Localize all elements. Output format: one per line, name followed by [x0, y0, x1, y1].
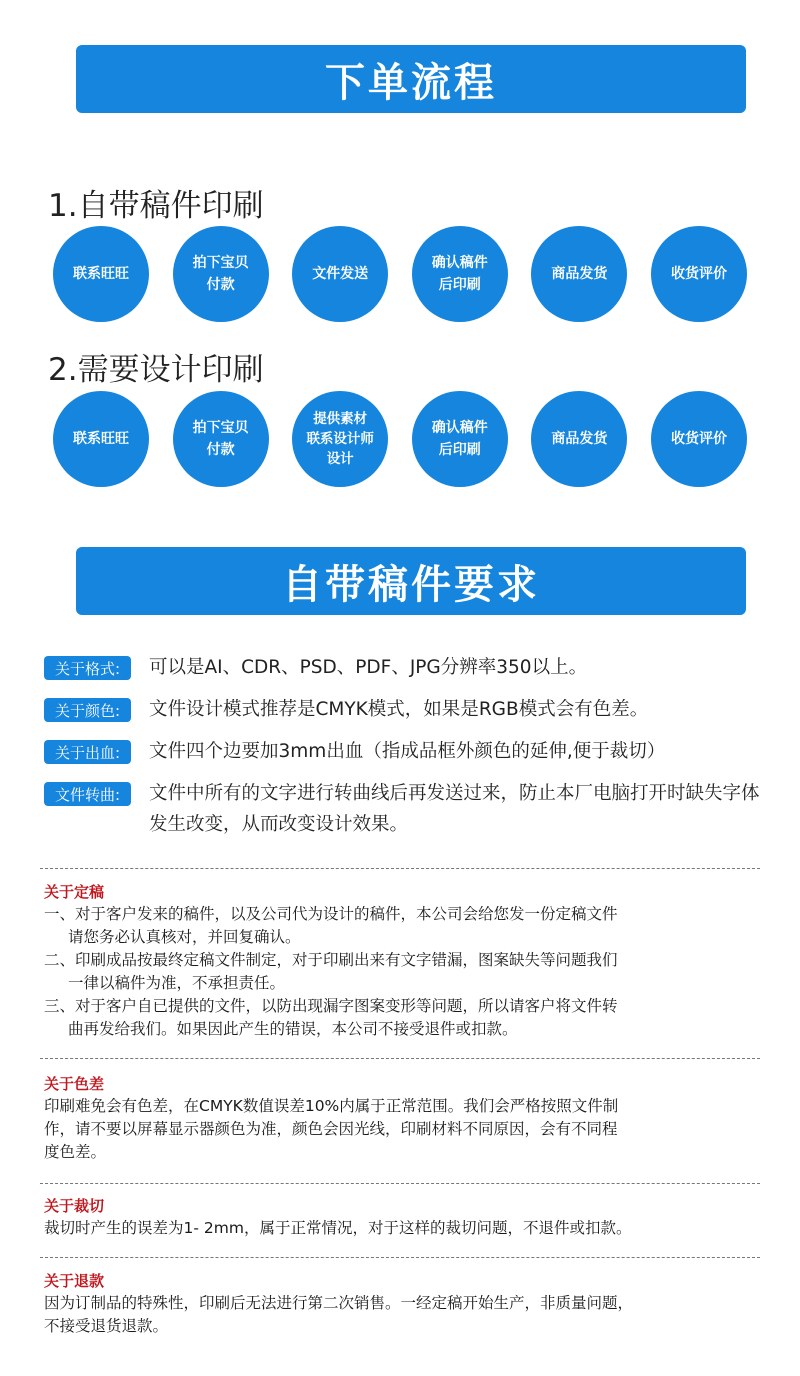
requirement-bleed — [44, 740, 774, 767]
note-line: 印刷难免会有色差，在CMYK数值误差10%内属于正常范围。我们会严格按照文件制 — [44, 1097, 619, 1115]
requirement-outline — [44, 782, 774, 840]
order-process-title: 下单流程 — [325, 59, 497, 106]
requirement-format — [44, 656, 774, 683]
note-color-difference — [44, 1073, 764, 1164]
note-final-draft — [44, 881, 764, 1041]
flow2-step-ship: 商品发货 — [531, 391, 627, 487]
requirement-tag: 关于格式: — [44, 656, 131, 680]
file-requirements-banner — [76, 547, 746, 615]
file-requirements-title: 自带稿件要求 — [282, 561, 540, 608]
note-refund — [44, 1270, 764, 1338]
note-line: 不接受退货退款。 — [44, 1317, 169, 1335]
flow1-step-pay: 拍下宝贝 付款 — [173, 226, 269, 322]
flow1-steps — [53, 226, 747, 322]
flow2-step-pay: 拍下宝贝 付款 — [173, 391, 269, 487]
order-process-banner — [76, 45, 746, 113]
note-title: 关于色差 — [44, 1075, 105, 1093]
flow1-heading: 1.自带稿件印刷 — [48, 188, 264, 224]
flow2-steps — [53, 391, 747, 487]
note-line: 二、印刷成品按最终定稿文件制定，对于印刷出来有文字错漏，图案缺失等问题我们 — [44, 951, 618, 969]
flow2-step-review: 收货评价 — [651, 391, 747, 487]
flow1-step-send-file: 文件发送 — [292, 226, 388, 322]
requirement-tag: 文件转曲: — [44, 782, 131, 806]
flow2-step-design: 提供素材 联系设计师 设计 — [292, 391, 388, 487]
dashed-divider — [40, 868, 760, 869]
flow2-step-contact: 联系旺旺 — [53, 391, 149, 487]
requirement-tag: 关于颜色: — [44, 698, 131, 722]
flow2-step-confirm-print: 确认稿件 后印刷 — [412, 391, 508, 487]
note-line: 请您务必认真核对，并回复确认。 — [68, 928, 301, 946]
note-line: 作，请不要以屏幕显示器颜色为准，颜色会因光线，印刷材料不同原因，会有不同程 — [44, 1120, 618, 1138]
requirement-color — [44, 698, 774, 725]
note-cutting — [44, 1195, 764, 1240]
dashed-divider — [40, 1257, 760, 1258]
flow1-step-review: 收货评价 — [651, 226, 747, 322]
note-title: 关于退款 — [44, 1272, 105, 1290]
dashed-divider — [40, 1058, 760, 1059]
flow1-step-contact: 联系旺旺 — [53, 226, 149, 322]
note-line: 度色差。 — [44, 1143, 107, 1161]
requirement-text: 可以是AI、CDR、PSD、PDF、JPG分辨率350以上。 — [149, 657, 588, 678]
requirement-tag: 关于出血: — [44, 740, 131, 764]
flow2-heading: 2.需要设计印刷 — [48, 352, 264, 388]
note-line: 曲再发给我们。如果因此产生的错误，本公司不接受退件或扣款。 — [68, 1020, 518, 1038]
dashed-divider — [40, 1183, 760, 1184]
note-line: 裁切时产生的误差为1- 2mm，属于正常情况，对于这样的裁切问题，不退件或扣款。 — [44, 1219, 632, 1237]
note-line: 三、对于客户自已提供的文件，以防出现漏字图案变形等问题，所以请客户将文件转 — [44, 997, 618, 1015]
requirement-text: 文件四个边要加3mm出血（指成品框外颜色的延伸,便于裁切） — [149, 741, 666, 762]
note-line: 一、对于客户发来的稿件，以及公司代为设计的稿件，本公司会给您发一份定稿文件 — [44, 905, 618, 923]
flow1-step-confirm-print: 确认稿件 后印刷 — [412, 226, 508, 322]
note-title: 关于定稿 — [44, 883, 105, 901]
note-title: 关于裁切 — [44, 1197, 105, 1215]
note-line: 一律以稿件为准，不承担责任。 — [68, 974, 286, 992]
requirement-text: 文件中所有的文字进行转曲线后再发送过来，防止本厂电脑打开时缺失字体发生改变，从而改变设计效果。 — [149, 783, 760, 835]
requirement-text: 文件设计模式推荐是CMYK模式，如果是RGB模式会有色差。 — [149, 699, 649, 720]
note-line: 因为订制品的特殊性，印刷后无法进行第二次销售。一经定稿开始生产，非质量问题， — [44, 1294, 634, 1312]
flow1-step-ship: 商品发货 — [531, 226, 627, 322]
